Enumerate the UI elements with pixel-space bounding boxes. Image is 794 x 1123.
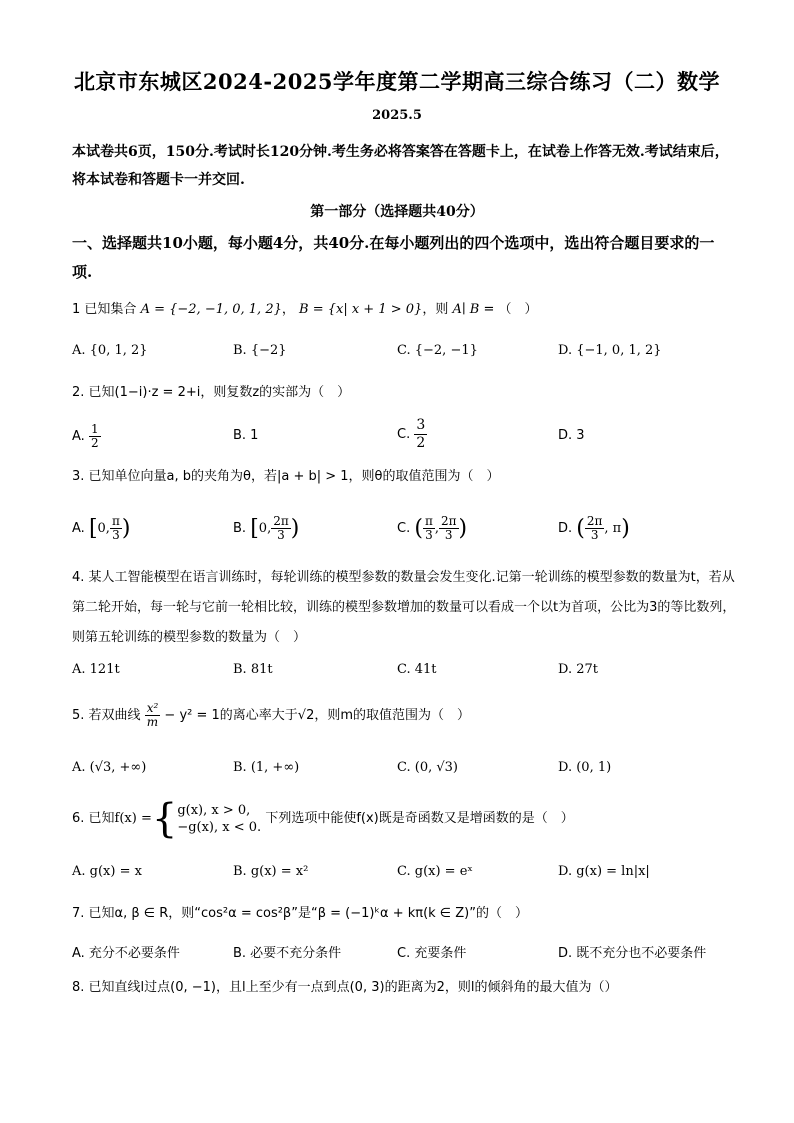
fraction xyxy=(414,417,427,452)
numerator: 3 xyxy=(416,417,426,433)
question-stem: 已知α, β ∈ R，则“cos²α = cos²β”是“β = (−1)ᵏα + kπ(k ∈ Z)”的（ ） xyxy=(88,906,528,921)
question-stem: 下列选项中能使f(x)既是奇函数又是增函数的是（ ） xyxy=(265,811,574,826)
function-definition: 已知f(x) = xyxy=(88,811,152,826)
option-label: B. xyxy=(233,521,247,536)
question-3 xyxy=(72,462,742,492)
question-number: 1 xyxy=(72,302,81,317)
question-stem: 已知直线l过点(0, −1)，且l上至少有一点到点(0, 3)的距离为2，则l的倾斜角的最大值为（） xyxy=(88,980,618,995)
option-c: C. 41t xyxy=(397,662,437,677)
question-8 xyxy=(72,973,742,1003)
question-stem: 某人工智能模型在语言训练时，每轮训练的模型参数的数量会发生变化.记第一轮训练的模型参数的数量为t，若从第二轮开始，每一轮与它前一轮相比较，训练的模型参数增加的数量可以看成一个以t为首项，公比为3的等比数列，则第五轮训练的模型参数的数量为（ ） xyxy=(72,570,736,645)
option-a: A. {0, 1, 2} xyxy=(72,343,148,358)
piecewise-cases xyxy=(177,802,261,836)
exam-date: 2025.5 xyxy=(372,108,422,123)
part-heading: 第一部分（选择题共40分） xyxy=(310,204,484,220)
option-c: C. g(x) = eˣ xyxy=(397,864,473,879)
question-number: 2. xyxy=(72,385,85,400)
fraction xyxy=(145,702,161,729)
option-a: A. [0, $\frac{\pi}{3}$ ) xyxy=(72,514,131,542)
option-d: D. 27t xyxy=(558,662,598,677)
question-stem-2: − y² = 1的离心率大于√2，则m的取值范围为（ ） xyxy=(164,708,470,723)
exam-title: 北京市东城区2024-2025学年度第二学期高三综合练习（二）数学 xyxy=(73,69,721,94)
question-stem: 已知集合 xyxy=(84,302,137,317)
question-number: 8. xyxy=(72,980,85,995)
case-1: g(x), x > 0, xyxy=(177,802,251,818)
option-label: A. xyxy=(72,429,85,444)
option-a: A. 121t xyxy=(72,662,120,677)
question-7 xyxy=(72,899,742,929)
option-d: D. {−1, 0, 1, 2} xyxy=(558,343,662,358)
exam-instructions: 本试卷共6页，150分.考试时长120分钟.考生务必将答案答在答题卡上，在试卷上作答无效.考试结束后，将本试卷和答题卡一并交回. xyxy=(72,144,729,188)
question-5 xyxy=(72,701,742,731)
option-a: A. 充分不必要条件 xyxy=(72,946,180,961)
option-b: B. (1, +∞) xyxy=(233,760,300,775)
option-label: D. xyxy=(558,521,573,536)
brace-icon: { xyxy=(151,795,178,842)
case-2: −g(x), x < 0. xyxy=(177,819,262,835)
set-b: B = {x| x + 1 > 0} xyxy=(299,302,423,317)
question-stem: 若双曲线 xyxy=(88,708,141,723)
question-number: 7. xyxy=(72,906,85,921)
option-d: D. 3 xyxy=(558,428,585,443)
question-6 xyxy=(72,795,742,842)
fraction: $\frac{\pi}{3}$ xyxy=(111,514,120,542)
section-heading: 一、选择题共10小题，每小题4分，共40分.在每小题列出的四个选项中，选出符合题目要求的一项. xyxy=(72,234,715,281)
close-paren: ) xyxy=(121,516,131,541)
option-c xyxy=(397,417,427,452)
question-number: 3. xyxy=(72,469,85,484)
question-4 xyxy=(72,563,742,653)
option-label: C. xyxy=(397,521,411,536)
option-a: A. (√3, +∞) xyxy=(72,760,147,775)
question-number: 4. xyxy=(72,570,85,585)
option-b: B. g(x) = x² xyxy=(233,864,309,879)
option-c: C. 充要条件 xyxy=(397,946,467,961)
question-stem-2: ，则 xyxy=(422,302,449,317)
denominator: m xyxy=(146,715,159,729)
option-d: D. (0, 1) xyxy=(558,760,612,775)
option-b: B. 81t xyxy=(233,662,273,677)
option-d: D. 既不充分也不必要条件 xyxy=(558,946,707,961)
option-label: A. xyxy=(72,521,85,536)
question-2 xyxy=(72,378,742,408)
numerator: x² xyxy=(146,701,159,715)
option-c: C. ( $\frac{\pi}{3}$ , $\frac{2\pi}{3}$ ) xyxy=(397,514,468,542)
option-c: C. {−2, −1} xyxy=(397,343,478,358)
question-1: 1 已知集合 A = {−2, −1, 0, 1, 2}， B = {x| x + 1 > 0}，则 A∣ B = （ ） xyxy=(72,302,538,317)
option-d: D. ( $\frac{2\pi}{3}$ , π) xyxy=(558,514,630,542)
option-d: D. g(x) = ln|x| xyxy=(558,864,650,879)
option-label: C. xyxy=(397,427,411,442)
denominator: 2 xyxy=(90,436,99,450)
option-a xyxy=(72,423,101,450)
option-b: B. 必要不充分条件 xyxy=(233,946,342,961)
set-a: A = {−2, −1, 0, 1, 2} xyxy=(140,302,282,317)
answer-blank: = （ ） xyxy=(483,302,538,317)
option-b: B. {−2} xyxy=(233,343,287,358)
open-bracket: [ xyxy=(88,516,98,541)
option-b: B. 1 xyxy=(233,428,259,443)
question-number: 6. xyxy=(72,811,85,826)
question-number: 5. xyxy=(72,708,85,723)
fraction xyxy=(89,423,101,450)
set-expression: A∣ B xyxy=(452,302,480,317)
question-stem: 已知单位向量a, b的夹角为θ，若|a + b| > 1，则θ的取值范围为（ ） xyxy=(88,469,500,484)
numerator: 1 xyxy=(90,422,99,436)
option-c: C. (0, √3) xyxy=(397,760,458,775)
denominator: 2 xyxy=(416,435,426,451)
option-a: A. g(x) = x xyxy=(72,864,142,879)
option-b: B. [0, $\frac{2\pi}{3}$ ) xyxy=(233,514,300,542)
question-stem: 已知(1−i)·z = 2+i，则复数z的实部为（ ） xyxy=(88,385,351,400)
